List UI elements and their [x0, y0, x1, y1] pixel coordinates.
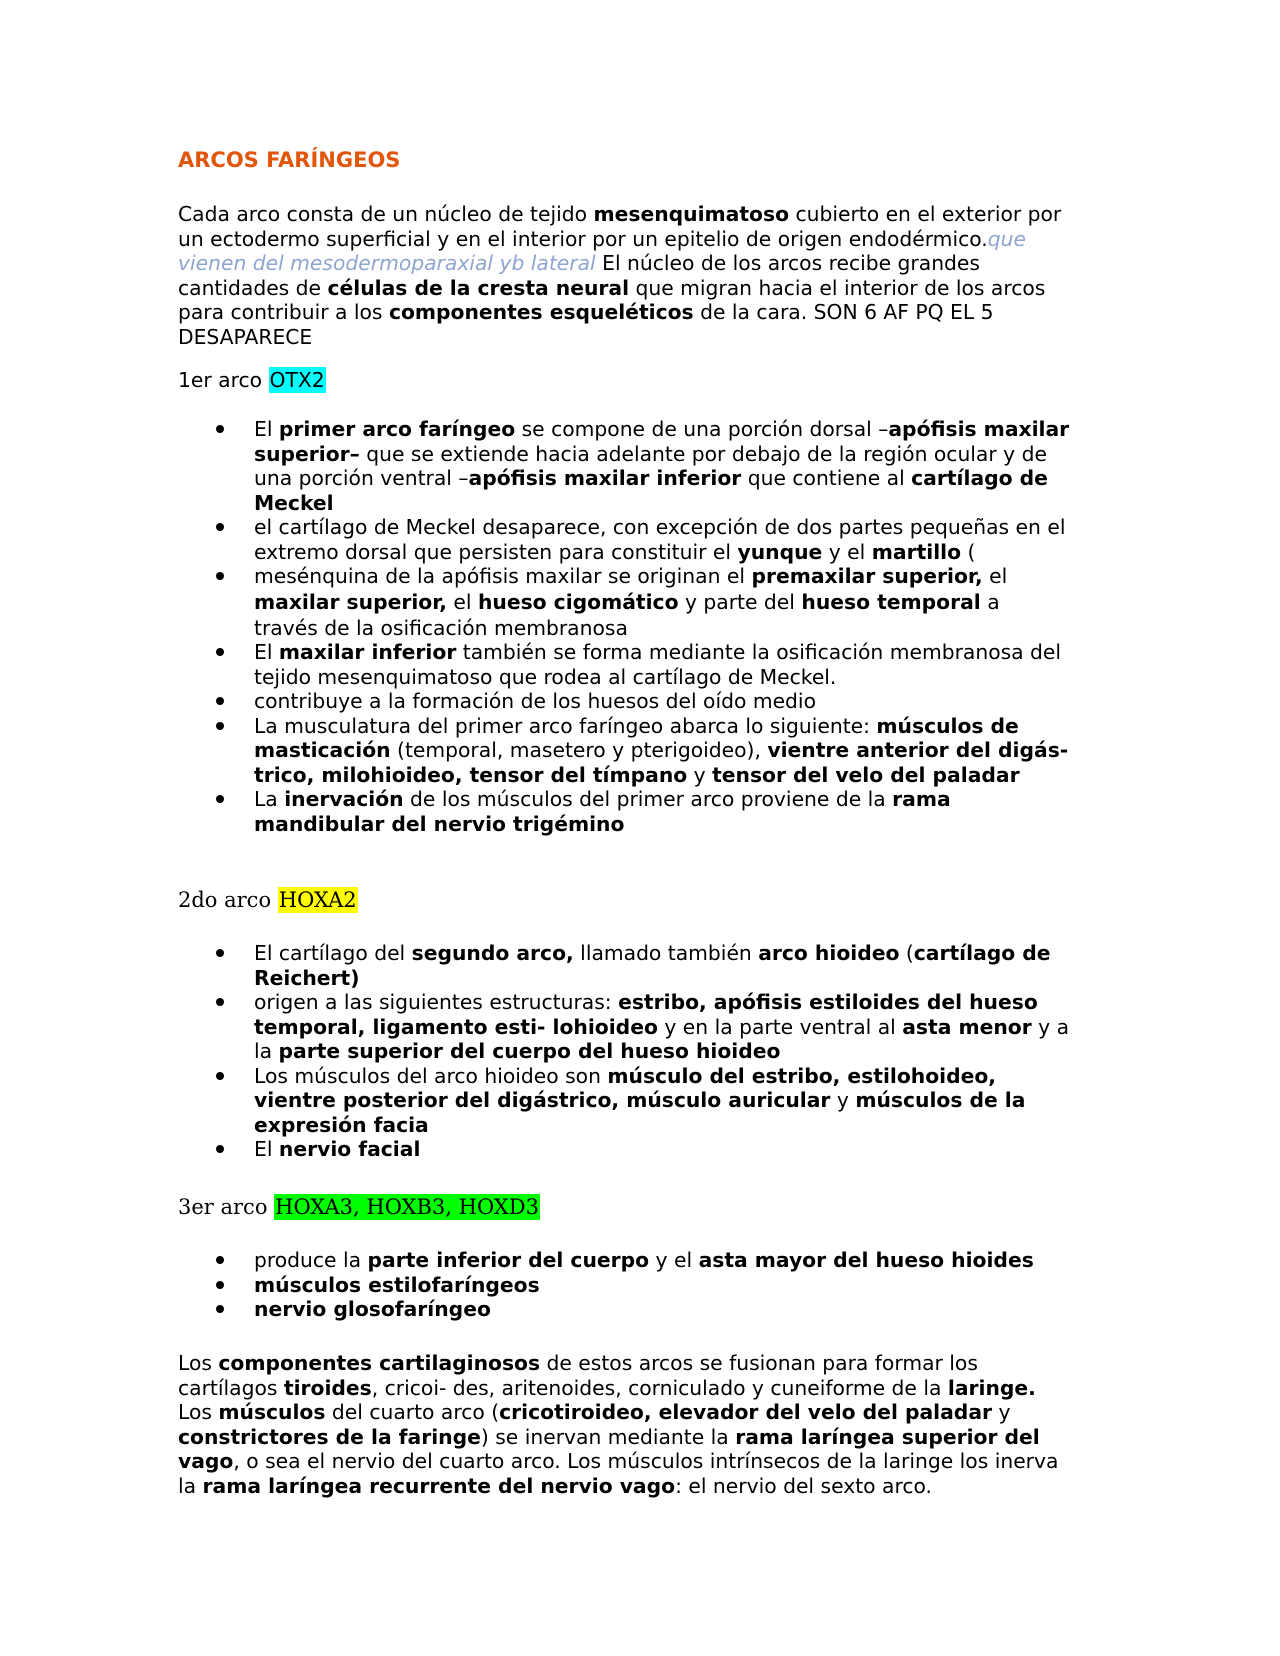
text-span: segundo arco,	[411, 941, 574, 965]
text-span: y el	[649, 1248, 699, 1272]
text-span: : el nervio del sexto arco.	[675, 1473, 932, 1498]
text-span: cartílago de	[913, 941, 1051, 965]
list-item	[178, 640, 1108, 689]
text-span: La	[254, 787, 285, 811]
text-span: y en la parte ventral al	[657, 1014, 903, 1039]
text-line	[178, 300, 1108, 325]
text-span: (	[961, 539, 976, 564]
list-item	[178, 714, 1108, 788]
text-line	[254, 564, 1108, 589]
text-line	[254, 640, 1108, 665]
list-item	[178, 1297, 1108, 1322]
text-span: de los músculos del primer arco proviene de la	[403, 787, 893, 811]
text-span: el	[982, 564, 1008, 588]
text-line	[254, 1273, 1108, 1298]
text-span: músculos de la	[855, 1088, 1026, 1112]
text-span: mesénquina de la apófisis maxilar se originan el	[254, 564, 752, 588]
text-span: a	[980, 589, 1000, 614]
text-span: estribo, apófisis estiloides del hueso	[618, 990, 1038, 1014]
text-span: ) se inervan mediante la	[480, 1424, 736, 1449]
text-line	[178, 251, 1108, 276]
text-line	[254, 1248, 1108, 1273]
text-span: primer arco faríngeo	[278, 417, 516, 441]
text-span: y	[992, 1400, 1011, 1424]
text-line	[178, 1449, 1108, 1474]
gene-highlight: HOXA2	[278, 888, 357, 912]
text-span: yunque	[737, 539, 823, 564]
text-span: extremo dorsal que persisten para constituir el	[254, 539, 738, 564]
text-span: células de la cresta neural	[327, 275, 630, 300]
text-span: Los músculos del arco hioideo son	[254, 1063, 608, 1088]
list-item	[178, 1064, 1108, 1138]
text-span: El	[254, 417, 279, 441]
text-span: , o sea el nervio del cuarto arco. Los músculos intrínsecos de la laringe los inerva	[233, 1449, 1059, 1473]
text-span: masticación	[254, 738, 391, 762]
text-span: un ectodermo superficial y en el interior por un epitelio de origen endodérmico.	[178, 226, 988, 251]
text-span: arco hioideo	[758, 941, 900, 965]
closing-paragraph	[178, 1351, 1108, 1498]
text-span: músculos	[218, 1400, 326, 1424]
text-span: contribuye a la formación de los huesos del oído medio	[254, 689, 816, 713]
text-span: músculos de	[876, 713, 1019, 738]
text-span: La musculatura del primer arco faríngeo abarca lo siguiente:	[254, 713, 877, 738]
text-span: y	[687, 762, 713, 787]
text-span: El núcleo de los arcos recibe grandes	[595, 251, 980, 275]
text-span: Meckel	[254, 490, 334, 515]
text-span: cartílago de	[911, 466, 1048, 490]
list-item	[178, 1273, 1108, 1298]
text-line	[178, 1400, 1108, 1425]
text-span: vago	[178, 1449, 234, 1473]
text-span: también se forma mediante la osificación membranosa del	[456, 640, 1062, 664]
intro-paragraph	[178, 202, 1108, 349]
document-title: ARCOS FARÍNGEOS	[178, 148, 401, 172]
text-span: Reichert)	[254, 965, 360, 990]
text-span: apófisis maxilar inferior	[468, 466, 742, 490]
arco1-list	[178, 417, 1108, 836]
text-line	[254, 442, 1108, 467]
text-span: través de la osificación membranosa	[254, 615, 628, 640]
text-line	[254, 466, 1108, 491]
text-span: Los	[178, 1351, 219, 1375]
text-line	[178, 202, 1108, 227]
text-span: El cartílago del	[254, 941, 412, 965]
text-line	[254, 714, 1108, 739]
text-line	[178, 1351, 1108, 1376]
text-span: martillo	[871, 539, 962, 564]
text-span: 1er arco	[178, 368, 269, 392]
text-span: asta mayor del hueso hioides	[698, 1248, 1034, 1272]
text-span: tiroides	[283, 1375, 372, 1400]
text-line	[254, 990, 1108, 1015]
text-span: , cricoi- des, aritenoides, corniculado y cuneiforme de la	[371, 1375, 948, 1400]
arco2-heading	[178, 887, 358, 913]
list-item	[178, 515, 1108, 564]
text-span: la	[178, 1473, 203, 1498]
text-span: asta menor	[902, 1014, 1032, 1039]
text-span: laringe.	[947, 1375, 1036, 1400]
text-span: maxilar superior,	[254, 589, 447, 614]
text-span: llamado también	[573, 941, 759, 965]
text-line	[254, 812, 1108, 837]
text-span: que se extiende hacia adelante por debajo de la región ocular y de	[359, 441, 1047, 466]
arco1-heading	[178, 367, 326, 393]
text-span: y parte del	[678, 589, 802, 614]
text-span: DESAPARECE	[178, 324, 313, 349]
text-span: constrictores de la faringe	[178, 1424, 481, 1449]
text-span: componentes esqueléticos	[388, 300, 694, 324]
text-span: mesenquimatoso	[593, 202, 789, 226]
text-span: mandibular del nervio trigémino	[254, 811, 625, 836]
text-span: parte superior del cuerpo del hueso hioideo	[278, 1039, 781, 1063]
text-span: (	[899, 941, 914, 965]
text-span: trico, milohioideo, tensor del tímpano	[254, 762, 688, 787]
text-span: y a	[1031, 1014, 1070, 1039]
list-item	[178, 990, 1108, 1064]
text-span: (temporal, masetero y pterigoideo),	[390, 738, 768, 762]
text-span: músculo del estribo, estilohoideo,	[607, 1063, 997, 1088]
text-span: premaxilar superior,	[751, 564, 983, 588]
arco2-list	[178, 941, 1108, 1162]
text-span: hueso temporal	[801, 589, 981, 614]
text-span: una porción ventral –	[254, 466, 469, 490]
text-span: vientre posterior del digástrico, músculo auricular	[254, 1088, 831, 1112]
text-span: componentes cartilaginosos	[218, 1351, 541, 1375]
text-span: que contiene al	[741, 466, 912, 490]
text-span: maxilar inferior	[278, 640, 457, 664]
text-span: vientre anterior del digás-	[767, 738, 1069, 762]
text-span: apófisis maxilar	[888, 417, 1070, 441]
text-span: cartílagos	[178, 1375, 284, 1400]
list-item	[178, 564, 1108, 640]
text-span: cricotiroideo, elevador del velo del paladar	[499, 1400, 993, 1424]
text-line	[254, 1064, 1108, 1089]
text-span: que migran hacia el interior de los arcos	[629, 275, 1046, 300]
annotation-note: vienen del mesodermoparaxial yb lateral	[178, 251, 596, 275]
text-line	[254, 763, 1108, 788]
text-line	[254, 1015, 1108, 1040]
list-item	[178, 1248, 1108, 1273]
annotation-note: que	[987, 226, 1026, 251]
text-span: de estos arcos se fusionan para formar los	[540, 1351, 978, 1375]
text-span: Los	[178, 1400, 219, 1424]
text-span: hueso cigomático	[477, 589, 679, 614]
text-span: superior–	[254, 441, 360, 466]
text-span: nervio glosofaríngeo	[254, 1297, 491, 1321]
text-line	[178, 1376, 1108, 1401]
text-span: y el	[822, 539, 872, 564]
text-line	[254, 540, 1108, 565]
text-span: cubierto en el exterior por	[789, 202, 1062, 226]
text-line	[254, 966, 1108, 991]
text-span: rama	[892, 787, 951, 811]
text-span: El	[254, 640, 279, 664]
text-line	[254, 417, 1108, 442]
text-line	[178, 227, 1108, 252]
list-item	[178, 689, 1108, 714]
text-line	[254, 1088, 1108, 1113]
text-line	[254, 1297, 1108, 1322]
list-item	[178, 787, 1108, 836]
text-span: expresión facia	[254, 1112, 429, 1137]
text-span: 3er arco	[178, 1195, 275, 1219]
text-span: nervio facial	[278, 1137, 421, 1161]
text-span: 2do arco	[178, 888, 278, 912]
text-line	[254, 1039, 1108, 1064]
text-span: Cada arco consta de un núcleo de tejido	[178, 202, 594, 226]
text-span: músculos estilofaríngeos	[254, 1272, 540, 1297]
text-span: del cuarto arco (	[325, 1400, 500, 1424]
text-span: el cartílago de Meckel desaparece, con excepción de dos partes pequeñas en el	[254, 515, 1066, 539]
text-span: y	[830, 1088, 856, 1112]
text-span: cantidades de	[178, 275, 328, 300]
list-item	[178, 417, 1108, 515]
gene-highlight: HOXA3, HOXB3, HOXD3	[275, 1195, 539, 1219]
text-span: parte inferior del cuerpo	[367, 1248, 650, 1272]
text-line	[254, 1137, 1108, 1162]
text-line	[178, 276, 1108, 301]
text-span: tensor del velo del paladar	[712, 762, 1020, 787]
text-line	[254, 491, 1108, 516]
text-line	[178, 1425, 1108, 1450]
text-line	[254, 941, 1108, 966]
text-span: rama laríngea superior del	[735, 1424, 1040, 1449]
text-span: temporal, ligamento esti- lohioideo	[254, 1014, 658, 1039]
text-span: la	[254, 1039, 279, 1063]
text-span: para contribuir a los	[178, 300, 389, 324]
text-span: se compone de una porción dorsal –	[515, 417, 889, 441]
text-line	[254, 787, 1108, 812]
list-item	[178, 1137, 1108, 1162]
text-span: rama laríngea recurrente del nervio vago	[202, 1473, 676, 1498]
text-line	[254, 738, 1108, 763]
text-span: produce la	[254, 1248, 368, 1272]
list-item	[178, 941, 1108, 990]
arco3-list	[178, 1248, 1108, 1322]
text-line	[178, 1474, 1108, 1499]
text-span: tejido mesenquimatoso que rodea al cartílago de Meckel.	[254, 664, 837, 689]
text-span: el	[446, 589, 478, 614]
text-span: El	[254, 1137, 279, 1161]
text-line	[254, 1113, 1108, 1138]
text-line	[254, 589, 1108, 616]
gene-highlight: OTX2	[269, 368, 325, 392]
text-span: inervación	[284, 787, 404, 811]
text-span: de la cara. SON 6 AF PQ EL 5	[693, 300, 994, 324]
text-span: origen a las siguientes estructuras:	[254, 990, 619, 1014]
arco3-heading	[178, 1194, 540, 1220]
